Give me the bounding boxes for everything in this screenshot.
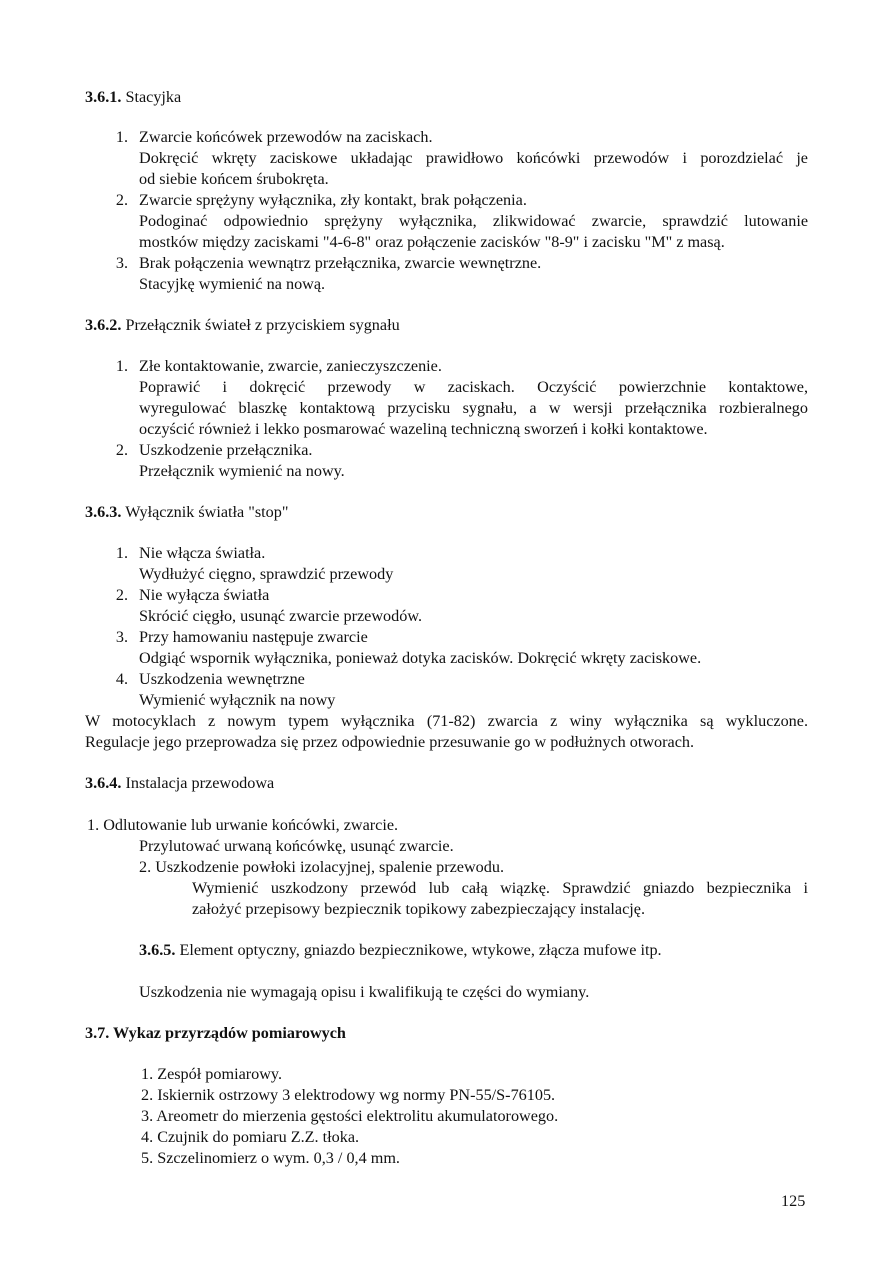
section-number: 3.6.5. [139, 941, 176, 959]
remedy-text: Wydłużyć cięgno, sprawdzić przewody [139, 565, 394, 583]
fault-title: Uszkodzenie przełącznika. [139, 441, 313, 459]
list-item: 4. Czujnik do pomiaru Z.Z. tłoka. [141, 1128, 360, 1146]
section-title: Stacyjka [125, 88, 182, 106]
remedy-text: Odgiąć wspornik wyłącznika, ponieważ dotyka zacisków. Dokręcić wkręty zaciskowe. [139, 649, 702, 667]
remedy-text: Wymienić uszkodzony przewód lub całą wiązkę. Sprawdzić gniazdo bezpiecznika i [192, 879, 808, 897]
list-marker: 1. [115, 544, 128, 562]
remedy-text: Wymienić wyłącznik na nowy [139, 691, 336, 709]
fault-title: Nie włącza światła. [139, 544, 266, 562]
remedy-text: Skrócić cięgło, usunąć zwarcie przewodów. [139, 607, 423, 625]
list-item: 3. Areometr do mierzenia gęstości elektrolitu akumulatorowego. [141, 1107, 559, 1125]
fault-title: 2. Uszkodzenie powłoki izolacyjnej, spalenie przewodu. [139, 858, 505, 876]
body-text: Uszkodzenia nie wymagają opisu i kwalifikują te części do wymiany. [139, 983, 590, 1001]
remedy-text: Poprawić i dokręcić przewody w zaciskach. Oczyścić powierzchnie kontaktowe, [139, 378, 808, 396]
list-item: 1. Zespół pomiarowy. [141, 1065, 283, 1083]
section-title: Instalacja przewodowa [125, 774, 275, 792]
section-number: 3.6.4. [85, 774, 122, 792]
note-text: Regulacje jego przeprowadza się przez odpowiednie przesuwanie go w podłużnych otworach. [85, 733, 695, 751]
fault-title: Zwarcie końcówek przewodów na zaciskach. [139, 128, 433, 146]
list-marker: 2. [115, 441, 128, 459]
list-marker: 3. [115, 628, 128, 646]
fault-title: Uszkodzenia wewnętrzne [139, 670, 305, 688]
remedy-text: Przylutować urwaną końcówkę, usunąć zwarcie. [139, 837, 454, 855]
section-3-6-5-heading [139, 940, 662, 960]
section-title: Przełącznik świateł z przyciskiem sygnału [125, 316, 400, 334]
list-item: 2. Iskiernik ostrzowy 3 elektrodowy wg normy PN-55/S-76105. [141, 1086, 556, 1104]
fault-title: Przy hamowaniu następuje zwarcie [139, 628, 368, 646]
section-number: 3.6.1. [85, 88, 122, 106]
remedy-text: Podoginać odpowiednio sprężyny wyłącznika, zlikwidować zwarcie, sprawdzić lutowanie [139, 212, 808, 230]
section-number: 3.6.3. [85, 503, 122, 521]
section-3-6-2-heading [85, 315, 400, 335]
page-number: 125 [781, 1192, 806, 1210]
list-marker: 3. [115, 254, 128, 272]
list-marker: 2. [115, 586, 128, 604]
fault-title: Brak połączenia wewnątrz przełącznika, zwarcie wewnętrzne. [139, 254, 542, 272]
section-3-6-4-heading [85, 773, 274, 793]
section-3-7-heading: 3.7. Wykaz przyrządów pomiarowych [85, 1024, 346, 1042]
fault-title: Zwarcie sprężyny wyłącznika, zły kontakt, brak połączenia. [139, 191, 527, 209]
remedy-text: mostków między zaciskami "4-6-8" oraz połączenie zacisków "8-9" i zacisku "M" z masą. [139, 233, 725, 251]
section-title: Wyłącznik światła "stop" [125, 503, 289, 521]
remedy-text: Przełącznik wymienić na nowy. [139, 462, 345, 480]
list-marker: 1. [115, 357, 128, 375]
fault-title: 1. Odlutowanie lub urwanie końcówki, zwarcie. [87, 816, 399, 834]
note-text: W motocyklach z nowym typem wyłącznika (71-82) zwarcia z winy wyłącznika są wykluczone. [85, 712, 808, 730]
fault-title: Złe kontaktowanie, zwarcie, zanieczyszczenie. [139, 357, 442, 375]
section-3-6-1-heading [85, 87, 181, 107]
list-marker: 4. [115, 670, 128, 688]
remedy-text: oczyścić również i lekko posmarować wazeliną techniczną sworzeń i kołki kontaktowe. [139, 420, 708, 438]
section-number: 3.6.2. [85, 316, 122, 334]
remedy-text: Dokręcić wkręty zaciskowe układając prawidłowo końcówki przewodów i porozdzielać je [139, 149, 808, 167]
fault-title: Nie wyłącza światła [139, 586, 270, 604]
remedy-text: założyć przepisowy bezpiecznik topikowy zabezpieczający instalację. [192, 900, 646, 918]
list-marker: 1. [115, 128, 128, 146]
remedy-text: od siebie końcem śrubokręta. [139, 170, 329, 188]
section-3-6-3-heading [85, 502, 288, 522]
section-title: Element optyczny, gniazdo bezpiecznikowe, wtykowe, złącza mufowe itp. [179, 941, 662, 959]
remedy-text: wyregulować blaszkę kontaktową przycisku sygnału, a w wersji przełącznika rozbieralnego [139, 399, 808, 417]
list-item: 5. Szczelinomierz o wym. 0,3 / 0,4 mm. [141, 1149, 400, 1167]
list-marker: 2. [115, 191, 128, 209]
remedy-text: Stacyjkę wymienić na nową. [139, 275, 326, 293]
